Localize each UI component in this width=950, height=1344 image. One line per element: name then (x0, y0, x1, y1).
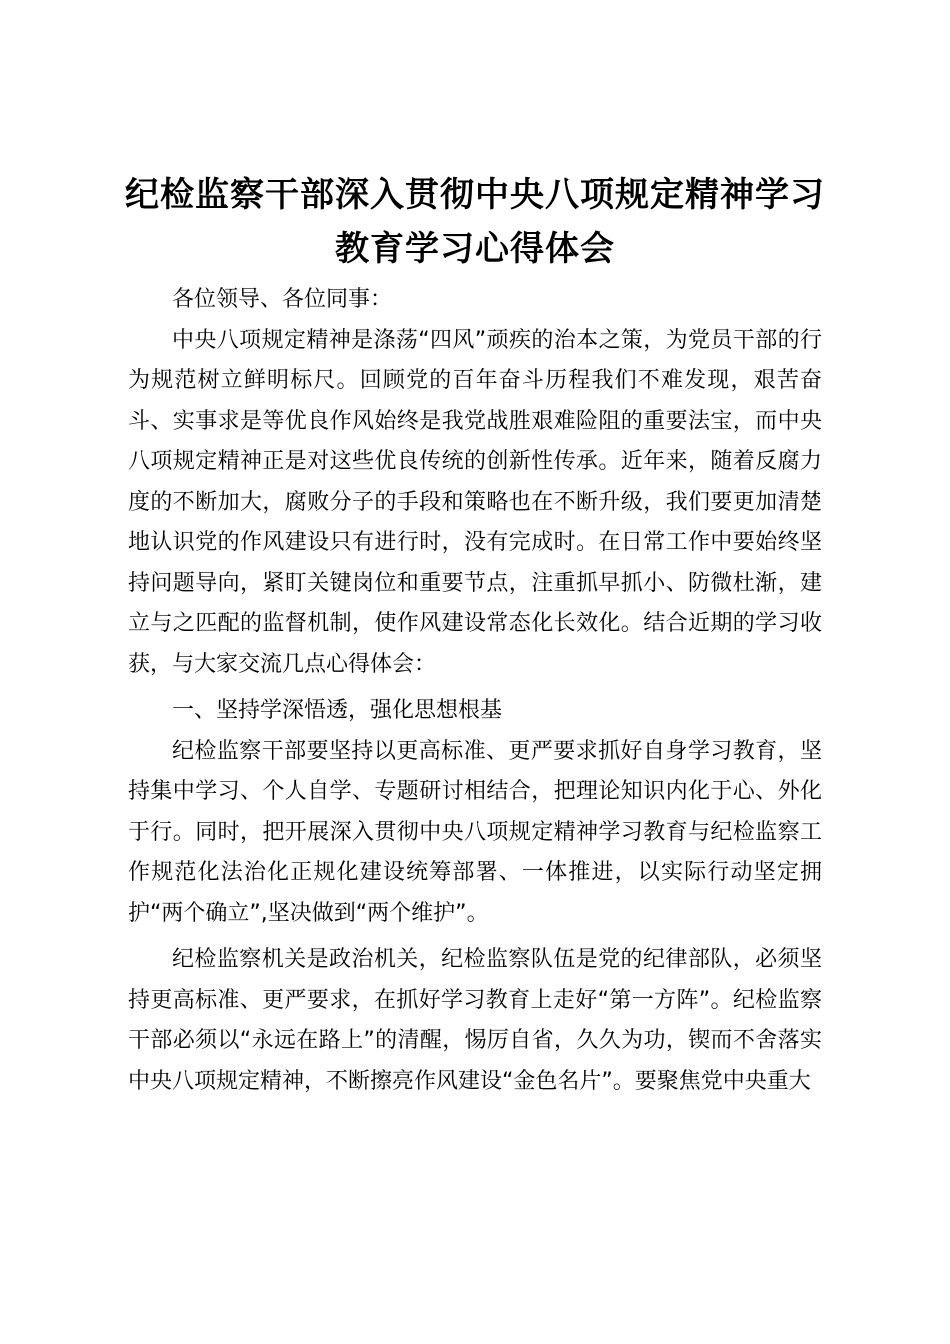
document-title: 纪检监察干部深入贯彻中央八项规定精神学习教育学习心得体会 (125, 175, 825, 269)
salutation: 各位领导、各位同事： (172, 287, 393, 312)
paragraph-section-1-continued: 纪检监察机关是政治机关，纪检监察队伍是党的纪律部队，必须坚持更高标准、更严要求，在抓好学习教育上走好“第一方阵”。纪检监察干部必须以“永远在路上”的清醒，惕厉自省，久久为功，锲而不舍落实中央八项规定精神，不断擦亮作风建设“金色名片”。要聚焦党中央重大 (128, 947, 822, 1094)
paragraph-intro: 中央八项规定精神是涤荡“四风”顽疾的治本之策，为党员干部的行为规范树立鲜明标尺。回顾党的百年奋斗历程我们不难发现，艰苦奋斗、实事求是等优良作风始终是我党战胜艰难险阻的重要法宝，而中央八项规定精神正是对这些优良传统的创新性传承。近年来，随着反腐力度的不断加大，腐败分子的手段和策略也在不断升级，我们要更加清楚地认识党的作风建设只有进行时，没有完成时。在日常工作中要始终坚持问题导向，紧盯关键岗位和重要节点，注重抓早抓小、防微杜渐，建立与之匹配的监督机制，使作风建设常态化长效化。结合近期的学习收获，与大家交流几点心得体会： (128, 327, 822, 677)
section-heading-1: 一、坚持学深悟透，强化思想根基 (172, 698, 503, 723)
paragraph-section-1: 纪检监察干部要坚持以更高标准、更严要求抓好自身学习教育，坚持集中学习、个人自学、专题研讨相结合，把理论知识内化于心、外化于行。同时，把开展深入贯彻中央八项规定精神学习教育与纪检监察工作规范化法治化正规化建设统筹部署、一体推进，以实际行动坚定拥护“两个确立”,坚决做到“两个维护”。 (128, 738, 822, 926)
document-body (128, 280, 822, 1102)
